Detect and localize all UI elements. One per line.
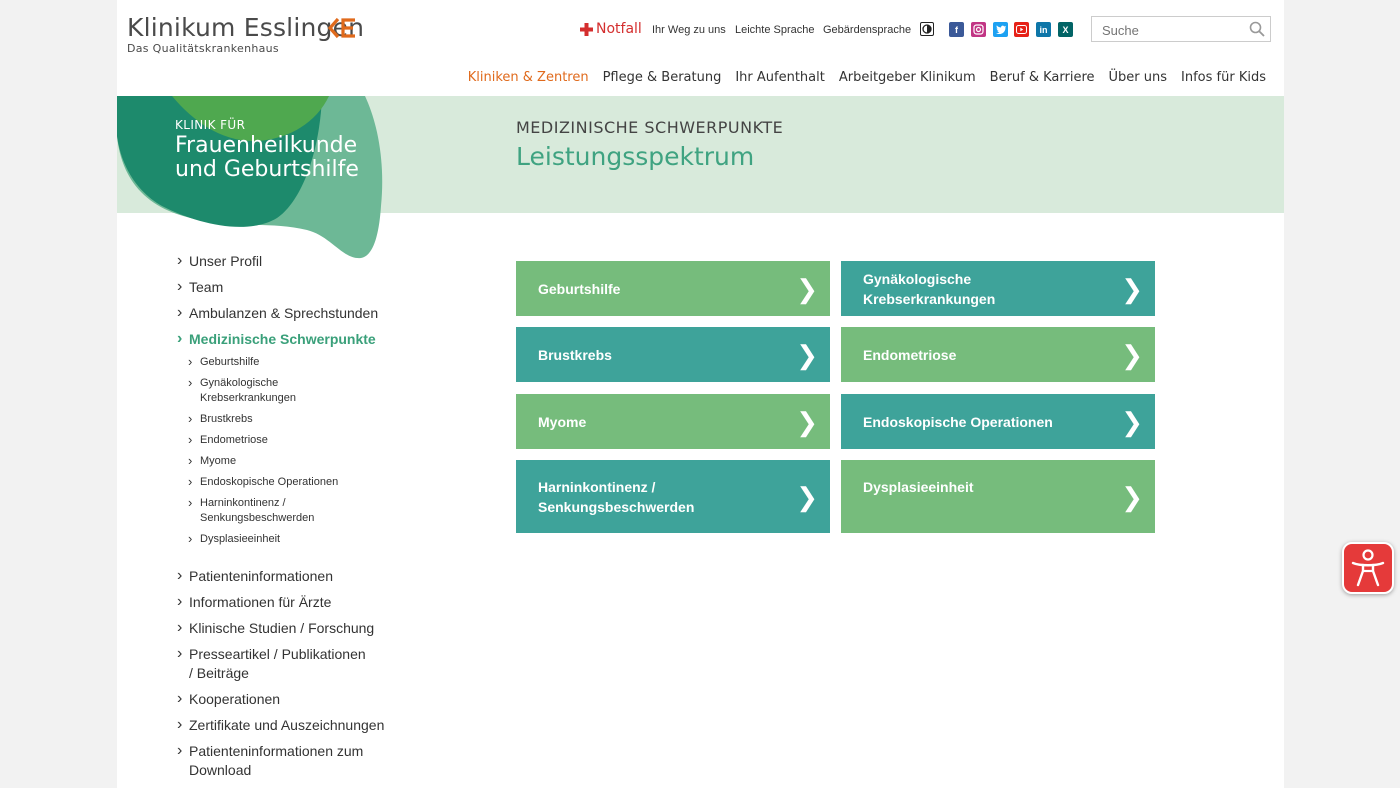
tile-dysplasieeinheit[interactable] (841, 460, 1155, 533)
sidenav-item-ambulanzen[interactable]: › Ambulanzen & Sprechstunden (177, 304, 437, 323)
tile-gynaekologische-krebserkrankungen[interactable] (841, 261, 1155, 316)
youtube-icon[interactable] (1014, 22, 1029, 37)
hero-pretitle: KLINIK FÜR (175, 118, 246, 132)
chevron-right-icon: ❯ (1121, 339, 1143, 370)
chevron-right-icon: ❯ (796, 481, 818, 512)
page (117, 0, 1284, 788)
sidenav-item-kooperationen[interactable]: › Kooperationen (177, 690, 437, 709)
tile-endoskopische-operationen[interactable] (841, 394, 1155, 449)
twitter-icon[interactable] (993, 22, 1008, 37)
chevron-right-icon: ❯ (796, 339, 818, 370)
chevron-right-icon: ❯ (1121, 481, 1143, 512)
side-nav (177, 252, 437, 780)
search-icon[interactable] (1249, 21, 1265, 37)
search-box[interactable] (1091, 16, 1271, 42)
site-logo[interactable] (127, 14, 364, 55)
nav-arbeitgeber-klinikum[interactable]: Arbeitgeber Klinikum (838, 70, 976, 85)
sidenav-item-medizinische-schwerpunkte[interactable]: › Medizinische Schwerpunkte (177, 330, 437, 349)
instagram-icon[interactable] (971, 22, 986, 37)
sidenav-sub-brustkrebs[interactable]: › Brustkrebs (177, 412, 437, 427)
sidenav-sub-gyn-krebs[interactable]: › Gynäkologische Krebserkrankungen (177, 376, 320, 406)
tile-label: Dysplasieeinheit (863, 479, 974, 495)
sidenav-item-patienteninfo-download[interactable]: › Patienteninformationen zum Download (177, 742, 369, 780)
tile-label: Myome (538, 413, 587, 430)
sidenav-item-team[interactable]: › Team (177, 278, 437, 297)
section-pretitle: MEDIZINISCHE SCHWERPUNKTE (516, 118, 784, 137)
gebaerdensprache-link[interactable]: Gebärdensprache (823, 24, 912, 36)
search-input[interactable] (1100, 18, 1254, 42)
sidenav-item-unser-profil[interactable]: › Unser Profil (177, 252, 437, 271)
chevron-right-icon: ❯ (1121, 406, 1143, 437)
facebook-icon[interactable]: f (949, 22, 964, 37)
tile-endometriose[interactable] (841, 327, 1155, 382)
tile-geburtshilfe[interactable] (516, 261, 830, 316)
red-cross-icon (580, 23, 593, 36)
logo-name: Klinikum Esslingen (127, 13, 365, 42)
chevron-right-icon: ❯ (796, 273, 818, 304)
tile-label: Geburtshilfe (538, 280, 621, 297)
notfall-link[interactable] (580, 21, 642, 37)
tile-brustkrebs[interactable] (516, 327, 830, 382)
tile-label: Endometriose (863, 346, 957, 363)
accessibility-icon (1350, 548, 1386, 588)
nav-ueber-uns[interactable]: Über uns (1108, 70, 1168, 85)
page-title: Leistungsspektrum (516, 142, 755, 171)
sidenav-sub-harninkontinenz[interactable]: › Harninkontinenz / Senkungsbeschwerden (177, 496, 330, 526)
tile-label: Brustkrebs (538, 346, 612, 363)
nav-kliniken-zentren[interactable]: Kliniken & Zentren (467, 70, 589, 85)
accessibility-button[interactable] (1342, 542, 1394, 594)
linkedin-icon[interactable]: in (1036, 22, 1051, 37)
tile-label: Gynäkologische Krebserkrankungen (863, 270, 996, 307)
sidenav-item-zertifikate[interactable]: › Zertifikate und Auszeichnungen (177, 716, 437, 735)
hero-title: Frauenheilkunde und Geburtshilfe (175, 133, 359, 182)
nav-ihr-aufenthalt[interactable]: Ihr Aufenthalt (735, 70, 825, 85)
nav-infos-fuer-kids[interactable]: Infos für Kids (1181, 70, 1266, 85)
logo-mark-icon (328, 17, 356, 39)
sidenav-item-patienteninformationen[interactable]: › Patienteninformationen (177, 567, 437, 586)
tile-label: Endoskopische Operationen (863, 413, 1053, 430)
sidenav-item-klinische-studien[interactable]: › Klinische Studien / Forschung (177, 619, 437, 638)
sidenav-sub-myome[interactable]: › Myome (177, 454, 437, 469)
sidenav-item-presseartikel[interactable]: › Presseartikel / Publikationen / Beiträge (177, 645, 369, 683)
sidenav-sub-dysplasieeinheit[interactable]: › Dysplasieeinheit (177, 532, 437, 547)
contrast-icon[interactable] (920, 22, 934, 36)
tile-myome[interactable] (516, 394, 830, 449)
main-nav (454, 70, 1266, 85)
xing-icon[interactable]: X (1058, 22, 1073, 37)
nav-pflege-beratung[interactable]: Pflege & Beratung (602, 70, 722, 85)
leichte-sprache-link[interactable]: Leichte Sprache (735, 24, 815, 36)
sidenav-item-informationen-aerzte[interactable]: › Informationen für Ärzte (177, 593, 437, 612)
tile-harninkontinenz[interactable] (516, 460, 830, 533)
weg-zu-uns-link[interactable]: Ihr Weg zu uns (652, 24, 726, 36)
sidenav-sub-geburtshilfe[interactable]: › Geburtshilfe (177, 355, 437, 370)
tile-label: Harninkontinenz / Senkungsbeschwerden (538, 478, 695, 515)
chevron-right-icon: ❯ (1121, 273, 1143, 304)
sidenav-sub-endoskopische-operationen[interactable]: › Endoskopische Operationen (177, 475, 437, 490)
nav-beruf-karriere[interactable]: Beruf & Karriere (989, 70, 1095, 85)
sidenav-sub-endometriose[interactable]: › Endometriose (177, 433, 437, 448)
chevron-right-icon: ❯ (796, 406, 818, 437)
logo-tagline: Das Qualitätskrankenhaus (127, 42, 279, 55)
notfall-label: Notfall (596, 21, 642, 37)
